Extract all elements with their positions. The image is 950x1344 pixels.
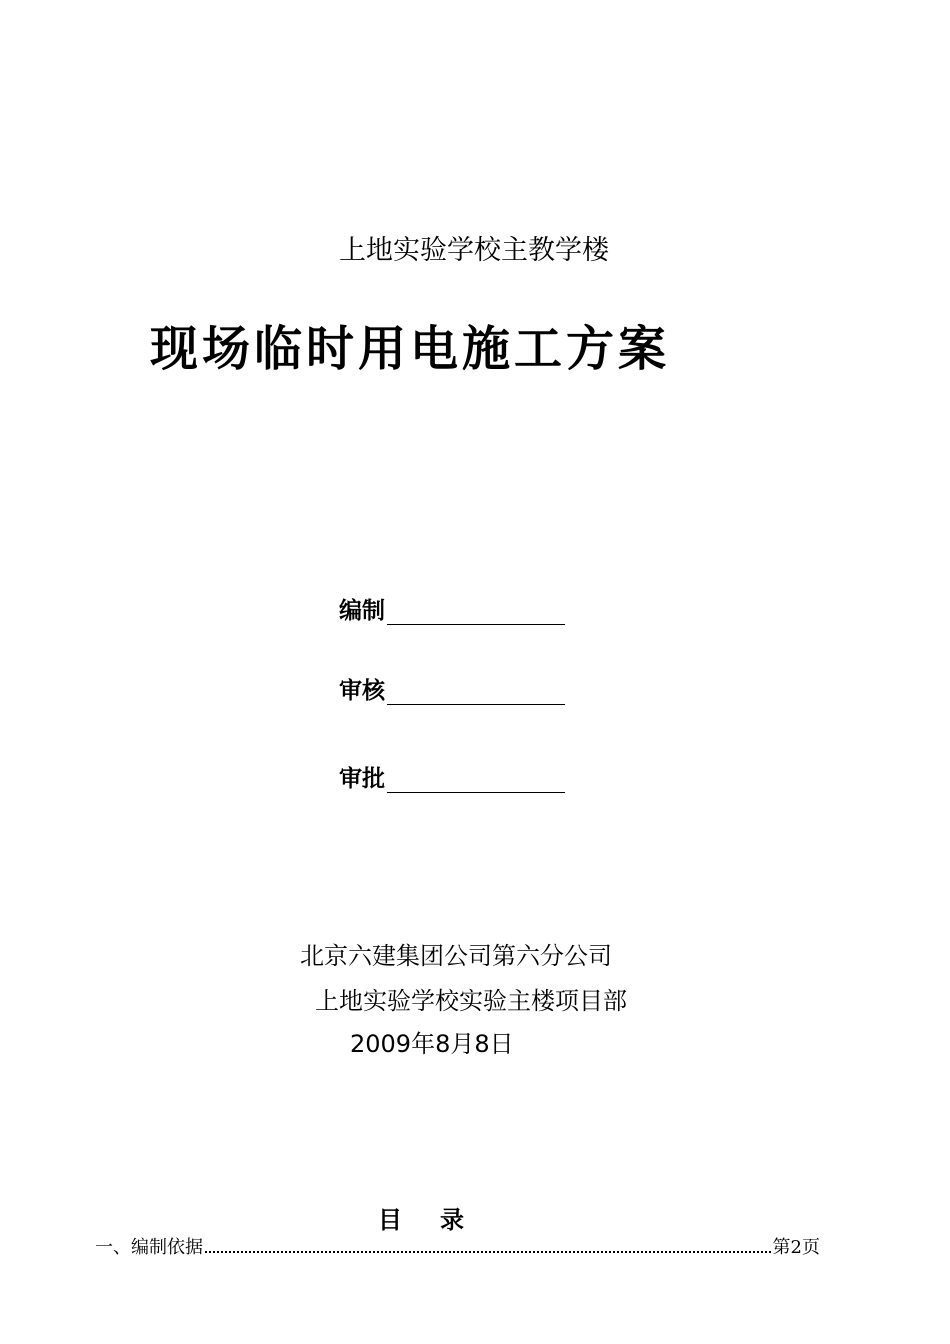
document-title: 现场临时用电施工方案 [150,321,671,377]
signature-line-compile [387,602,565,625]
document-date: 2009年8月8日 [350,1030,514,1058]
signature-row-compile [339,592,565,625]
toc-entry-page: 第2页 [772,1237,820,1258]
signature-label-compile: 编制 [339,598,385,624]
company-name: 北京六建集团公司第六分公司 [300,942,612,970]
signature-label-review: 审核 [339,678,385,704]
toc-entry-label: 一、编制依据 [95,1237,203,1258]
signature-row-approve [339,760,565,793]
toc-leader-dots [205,1251,771,1253]
signature-row-review [339,672,565,705]
signature-label-approve: 审批 [339,766,385,792]
toc-heading: 目录 [378,1206,502,1234]
signature-line-review [387,682,565,705]
project-department: 上地实验学校实验主楼项目部 [315,987,627,1015]
toc-entry[interactable] [95,1233,820,1259]
document-subtitle: 上地实验学校主教学楼 [339,235,609,266]
signature-line-approve [387,770,565,793]
